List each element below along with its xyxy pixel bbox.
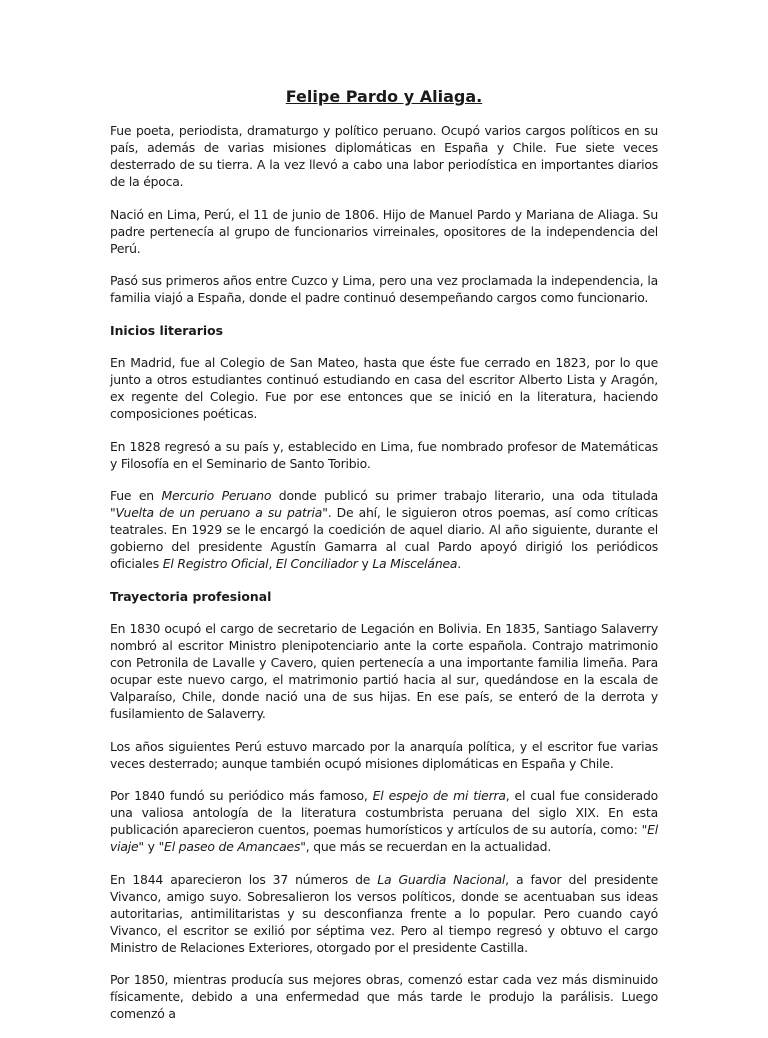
document-title-text: Felipe Pardo y Aliaga <box>285 87 477 106</box>
paragraph <box>110 620 658 722</box>
text-segment: . De ahí, le siguieron otros poemas, así como críticas teatrales. En 1929 se le encargó la coedición de aquel diario. Al año siguiente, durante el gobierno del presidente Agustín Gamarra al cual Pardo apoyó dirigió los periódicos oficiales <box>110 505 658 571</box>
text-segment: En 1830 ocupó el cargo de secretario de Legación en Bolivia. En 1835, Santiago Salaverry nombró al escritor Ministro plenipotenciario ante la corte española. Contrajo matrimonio con Petronila de Lavalle y Cavero, quien pertenecía a una importante familia limeña. Para ocupar este nuevo cargo, el matrimonio partió hacia al sur, quedándose en la escala de Valparaíso, Chile, donde nació una de sus hijas. En ese país, se enteró de la derrota y fusilamiento de Salaverry. <box>110 621 658 721</box>
paragraph <box>110 487 658 572</box>
text-segment: donde publicó su primer trabajo literario, una oda titulada <box>271 488 658 503</box>
text-segment: Trayectoria profesional <box>110 588 272 604</box>
document-page <box>110 86 658 1038</box>
document-body <box>110 122 658 1022</box>
text-segment: , a favor del presidente Vivanco, amigo suyo. Sobresalieron los versos políticos, donde se acentuaban sus ideas autoritarias, antimilitaristas y su desconfianza frente a lo popular. Pero cuando cayó Vivanco, el escritor se exilió por séptima vez. Pero al tiempo regresó y obtuvo el cargo Ministro de Relaciones Exteriores, otorgado por el presidente Castilla. <box>110 871 658 955</box>
paragraph <box>110 871 658 956</box>
italic-text: El espejo de mi tierra <box>372 788 506 803</box>
document-title-period: . <box>476 87 483 106</box>
text-segment: En 1828 regresó a su país y, establecido en Lima, fue nombrado profesor de Matemáticas y Filosofía en el Seminario de Santo Toribio. <box>110 438 658 471</box>
text-segment: Inicios literarios <box>110 322 224 338</box>
paragraph <box>110 438 658 472</box>
paragraph <box>110 738 658 772</box>
text-segment: y <box>143 839 159 854</box>
text-segment: Fue poeta, periodista, dramaturgo y político peruano. Ocupó varios cargos políticos en su país, además de varias misiones diplomáticas en España y Chile. Fue siete veces desterrado de su tierra. A la vez llevó a cabo una labor periodística en importantes diarios de la época. <box>110 123 658 189</box>
italic-text: "El viaje" <box>110 822 658 854</box>
paragraph <box>110 971 658 1022</box>
text-segment: Fue en <box>110 488 162 503</box>
italic-text: Mercurio Peruano <box>161 488 272 503</box>
paragraph <box>110 206 658 257</box>
paragraph <box>110 272 658 306</box>
italic-text: El Conciliador <box>275 556 358 571</box>
text-segment: , que más se recuerdan en la actualidad. <box>305 839 552 854</box>
italic-text: "Vuelta de un peruano a su patria" <box>110 505 328 520</box>
text-segment: En Madrid, fue al Colegio de San Mateo, hasta que éste fue cerrado en 1823, por lo que junto a otros estudiantes continuó estudiando en casa del escritor Alberto Lista y Aragón, ex regente del Colegio. Fue por ese entonces que se inició en la literatura, haciendo composiciones poéticas. <box>110 355 658 421</box>
section-heading <box>110 322 658 339</box>
text-segment: Por 1850, mientras producía sus mejores obras, comenzó estar cada vez más disminuido físicamente, debido a una enfermedad que más tarde le produjo la parálisis. Luego comenzó a <box>110 972 658 1021</box>
document-title <box>110 86 658 108</box>
section-heading <box>110 588 658 605</box>
text-segment: Por 1840 fundó su periódico más famoso, <box>110 788 373 803</box>
text-segment: Pasó sus primeros años entre Cuzco y Lima, pero una vez proclamada la independencia, la familia viajó a España, donde el padre continuó desempeñando cargos como funcionario. <box>110 273 658 305</box>
text-segment: . <box>457 556 462 571</box>
paragraph <box>110 354 658 422</box>
italic-text: El Registro Oficial <box>162 556 269 571</box>
text-segment: En 1844 aparecieron los 37 números de <box>110 871 378 887</box>
text-segment: , el cual fue considerado una valiosa antología de la literatura costumbrista peruana del siglo XIX. En esta publicación aparecieron cuentos, poemas humorísticos y artículos de su autoría, como: <box>110 788 658 837</box>
italic-text: "El paseo de Amancaes" <box>158 839 306 854</box>
paragraph <box>110 122 658 190</box>
text-segment: Los años siguientes Perú estuvo marcado por la anarquía política, y el escritor fue varias veces desterrado; aunque también ocupó misiones diplomáticas en España y Chile. <box>110 738 658 771</box>
text-segment: , <box>268 556 276 571</box>
italic-text: La Miscelánea <box>372 556 458 571</box>
text-segment: Nació en Lima, Perú, el 11 de junio de 1806. Hijo de Manuel Pardo y Mariana de Aliaga. Su padre pertenecía al grupo de funcionarios virreinales, opositores de la independencia del Perú. <box>110 206 658 256</box>
text-segment: y <box>357 556 373 571</box>
paragraph <box>110 787 658 855</box>
italic-text: La Guardia Nacional <box>377 871 506 887</box>
